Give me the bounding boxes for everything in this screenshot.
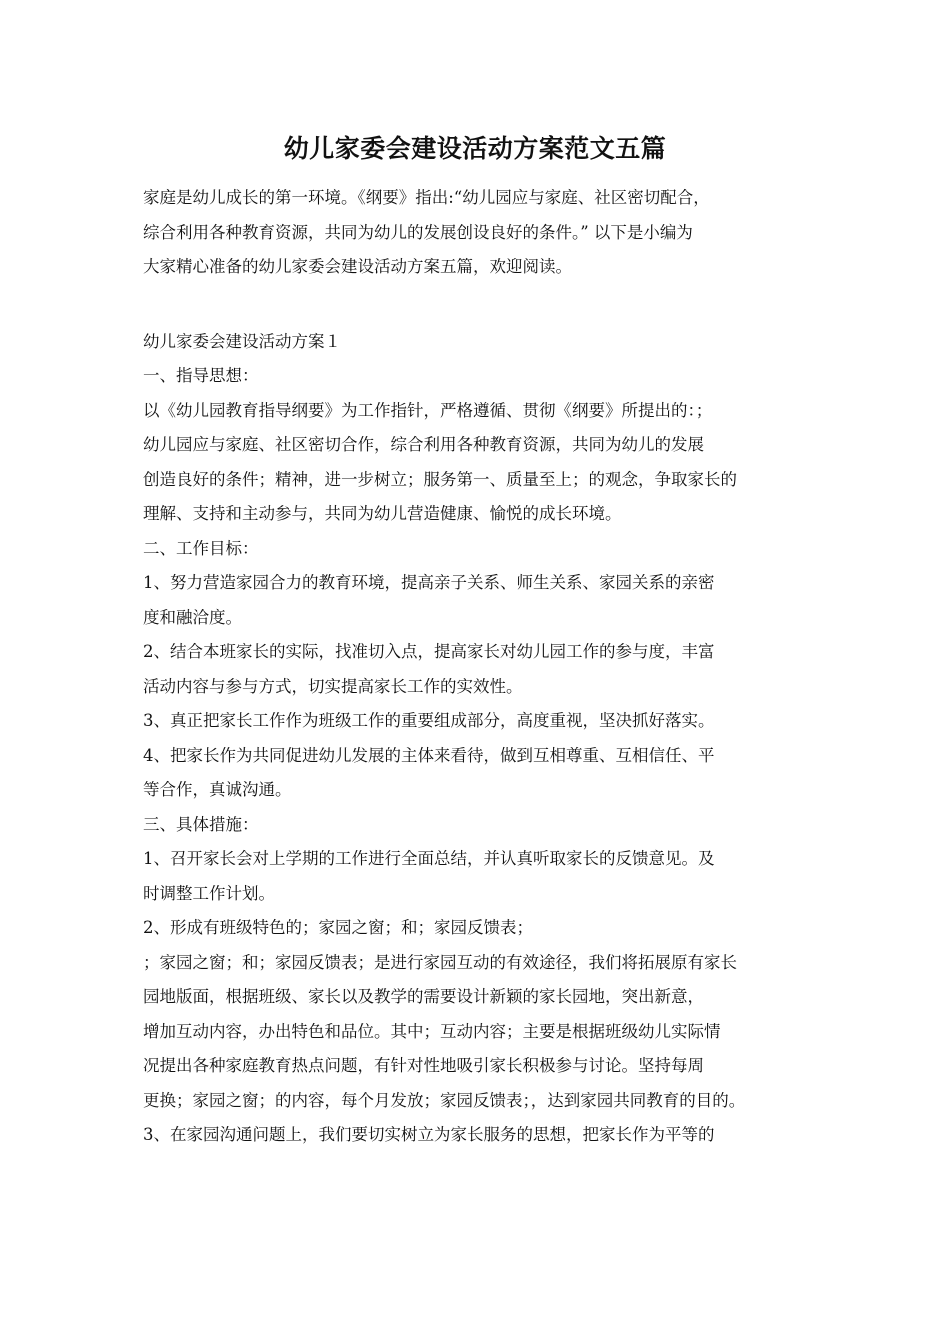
body-line: 园地版面，根据班级、家长以及教学的需要设计新颖的家长园地，突出新意，	[143, 987, 704, 1006]
body-line: 时调整工作计划。	[143, 883, 275, 903]
body-line: 2、结合本班家长的实际，找准切入点，提高家长对幼儿园工作的参与度，丰富	[143, 642, 715, 661]
body-line: 4、把家长作为共同促进幼儿发展的主体来看待，做到互相尊重、互相信任、平	[143, 745, 715, 765]
intro-line: 大家精心准备的幼儿家委会建设活动方案五篇，欢迎阅读。	[143, 257, 572, 276]
body-line: 幼儿园应与家庭、社区密切合作，综合利用各种教育资源，共同为幼儿的发展	[143, 435, 704, 454]
body-line: 度和融洽度。	[143, 607, 242, 627]
body-line: 1、努力营造家园合力的教育环境，提高亲子关系、师生关系、家园关系的亲密	[143, 573, 715, 592]
body-line: 2、形成有班级特色的；家园之窗；和；家园反馈表；	[143, 918, 533, 937]
document-body	[143, 181, 823, 1153]
body-line: 二、工作目标：	[143, 538, 259, 558]
body-line: 理解、支持和主动参与，共同为幼儿营造健康、愉悦的成长环境。	[143, 504, 622, 523]
body-line: 更换；家园之窗；的内容，每个月发放；家园反馈表；，达到家园共同教育的目的。	[143, 1090, 746, 1110]
body-line: 活动内容与参与方式，切实提高家长工作的实效性。	[143, 676, 523, 696]
section-heading: 幼儿家委会建设活动方案１	[143, 331, 341, 351]
body-line: 三、具体措施：	[143, 814, 259, 834]
body-line: 以《幼儿园教育指导纲要》为工作指针，严格遵循、贯彻《纲要》所提出的：；	[143, 400, 713, 420]
body-line: 创造良好的条件；精神，进一步树立；服务第一、质量至上；的观念，争取家长的	[143, 469, 737, 489]
body-line: 一、指导思想：	[143, 366, 259, 385]
document-title: 幼儿家委会建设活动方案范文五篇	[283, 134, 667, 163]
body-line: 3、在家园沟通问题上，我们要切实树立为家长服务的思想，把家长作为平等的	[143, 1125, 715, 1144]
body-line: 况提出各种家庭教育热点问题，有针对性地吸引家长积极参与讨论。坚持每周	[143, 1056, 704, 1075]
intro-line: 综合利用各种教育资源，共同为幼儿的发展创设良好的条件。” 以下是小编为	[143, 222, 693, 242]
body-line: 3、真正把家长工作作为班级工作的重要组成部分，高度重视，坚决抓好落实。	[143, 711, 715, 730]
intro-line: 家庭是幼儿成长的第一环境。《纲要》指出:“幼儿园应与家庭、社区密切配合，	[143, 188, 710, 207]
blank-line	[143, 285, 823, 325]
body-line: 等合作，真诚沟通。	[143, 780, 292, 799]
body-line: 增加互动内容，办出特色和品位。其中；互动内容；主要是根据班级幼儿实际情	[143, 1021, 721, 1041]
body-line: 1、召开家长会对上学期的工作进行全面总结，并认真听取家长的反馈意见。及	[143, 849, 715, 868]
body-line: ；家园之窗；和；家园反馈表；是进行家园互动的有效途径，我们将拓展原有家长	[143, 952, 737, 972]
